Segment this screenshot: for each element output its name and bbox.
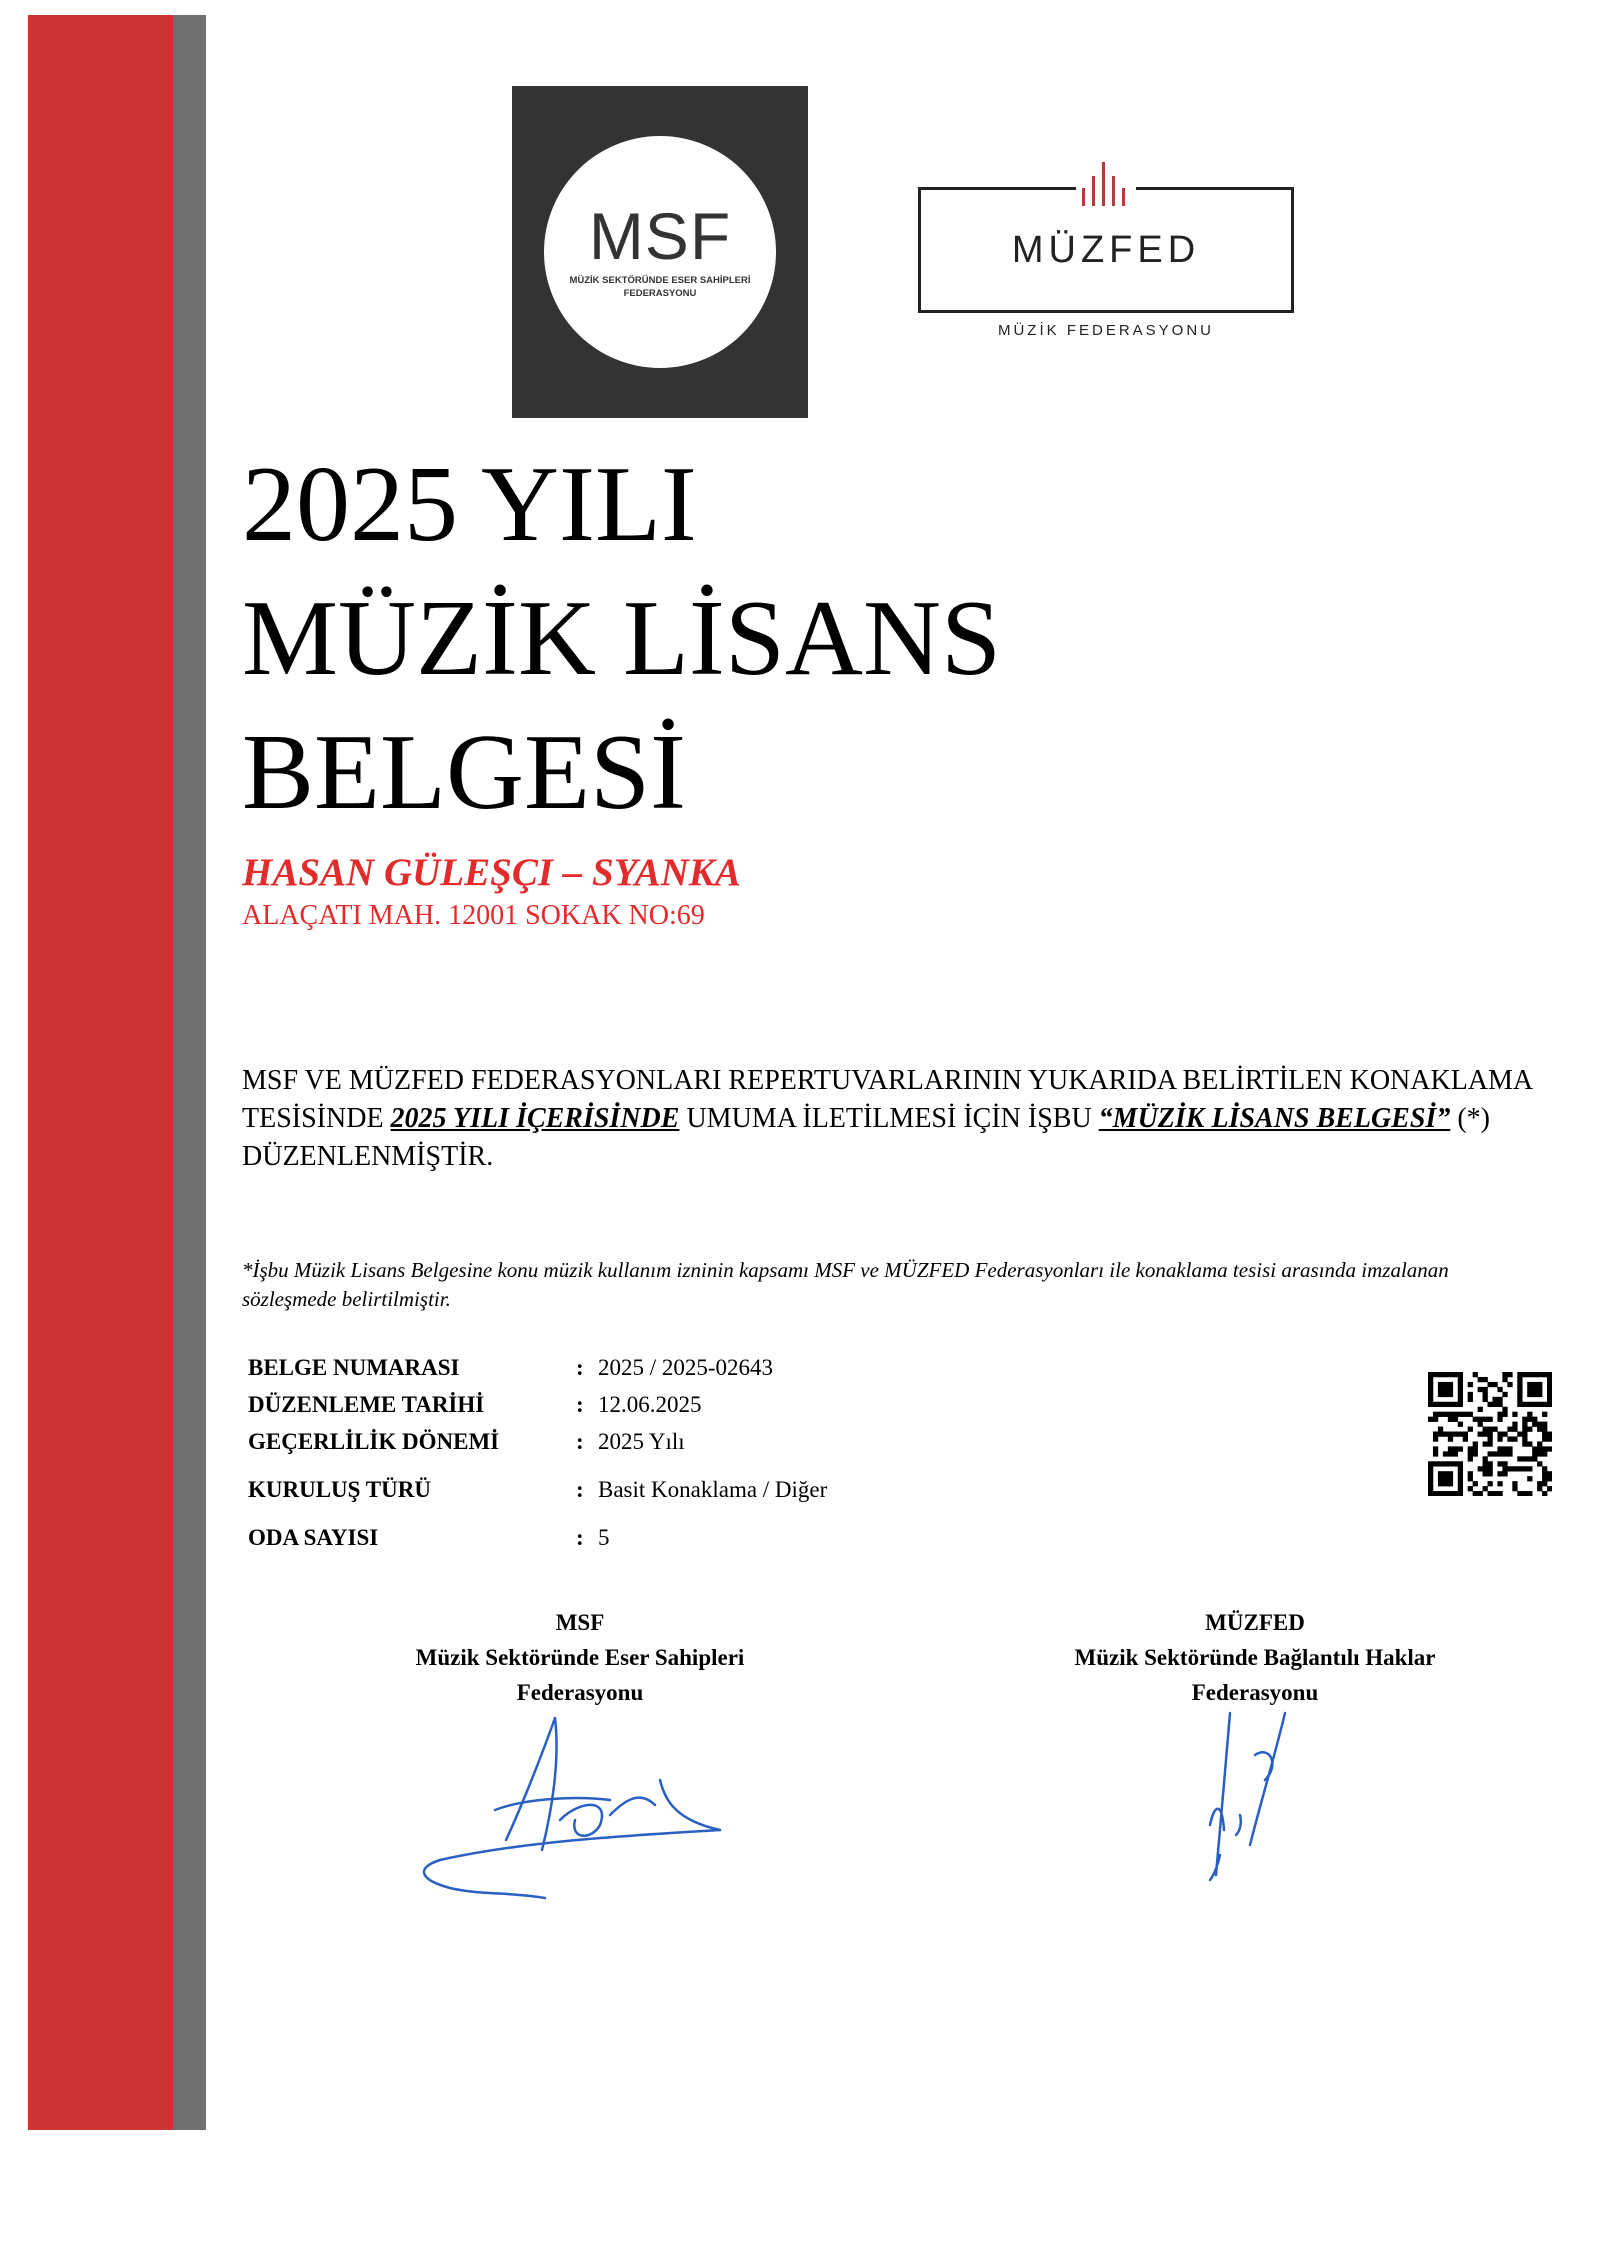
left-gray-bar	[173, 15, 206, 2130]
license-statement	[242, 1062, 1542, 1176]
statement-part1: MSF VE MÜZFED FEDERASYONLARI REPERTUVARLARININ YUKARIDA BELİRTİLEN KONAKLAMA TESİSİNDE	[242, 1065, 1532, 1134]
msf-logo-subtitle	[569, 275, 750, 301]
muzfed-sound-bars-icon	[1076, 160, 1136, 206]
footnote: *İşbu Müzik Lisans Belgesine konu müzik kullanım izninin kapsamı MSF ve MÜZFED Federasyonları ile konaklama tesisi arasında imzalanan sözleşmede belirtilmiştir.	[242, 1258, 1449, 1311]
muzfed-logo-name: MÜZFED	[1011, 228, 1201, 271]
detail-value: 5	[598, 1525, 610, 1550]
detail-label: KURULUŞ TÜRÜ	[248, 1477, 431, 1502]
detail-label: BELGE NUMARASI	[248, 1355, 460, 1380]
detail-value: 2025 Yılı	[598, 1429, 685, 1454]
detail-separator: :	[576, 1429, 584, 1454]
title-line3: BELGESİ	[242, 713, 686, 832]
title-line1: 2025 YILI	[242, 445, 697, 564]
detail-separator: :	[576, 1355, 584, 1380]
msf-signature-icon	[410, 1700, 740, 1900]
msf-signature-block	[380, 1605, 780, 1710]
muzfed-signature-icon	[1180, 1705, 1320, 1885]
license-holder-address: ALAÇATI MAH. 12001 SOKAK NO:69	[242, 900, 705, 931]
muzfed-signature-block	[1030, 1605, 1480, 1710]
msf-logo-subtitle-line1: MÜZİK SEKTÖRÜNDE ESER SAHİPLERİ	[569, 275, 751, 287]
detail-value: Basit Konaklama / Diğer	[598, 1477, 828, 1502]
qr-code-icon	[1428, 1372, 1552, 1501]
msf-signatory-line3: Federasyonu	[516, 1680, 644, 1705]
msf-logo-subtitle-line2: FEDERASYONU	[623, 288, 697, 299]
document-title	[242, 438, 1001, 840]
left-red-bar	[28, 15, 173, 2130]
license-holder-name: HASAN GÜLEŞÇI – SYANKA	[242, 851, 741, 894]
detail-label: DÜZENLEME TARİHİ	[248, 1392, 485, 1417]
msf-logo	[512, 86, 808, 418]
muzfed-signatory-line1: MÜZFED	[1205, 1610, 1305, 1635]
detail-separator: :	[576, 1525, 584, 1550]
msf-signatory-line1: MSF	[555, 1610, 605, 1635]
statement-part2: UMUMA İLETİLMESİ İÇİN İŞBU	[679, 1103, 1099, 1134]
statement-part3: (*) DÜZENLENMİŞTİR.	[242, 1103, 1490, 1172]
detail-separator: :	[576, 1477, 584, 1502]
msf-logo-circle	[544, 136, 776, 368]
muzfed-logo-subtitle: MÜZİK FEDERASYONU	[997, 322, 1214, 339]
detail-value: 12.06.2025	[598, 1392, 702, 1417]
detail-separator: :	[576, 1392, 584, 1417]
statement-emphasis2: “MÜZİK LİSANS BELGESİ”	[1098, 1103, 1451, 1134]
muzfed-signatory-line2: Müzik Sektöründe Bağlantılı Haklar	[1074, 1645, 1436, 1670]
detail-label: GEÇERLİLİK DÖNEMİ	[248, 1429, 500, 1454]
msf-logo-acronym: MSF	[588, 199, 732, 274]
detail-label: ODA SAYISI	[248, 1525, 379, 1550]
detail-value: 2025 / 2025-02643	[598, 1355, 774, 1380]
muzfed-signatory-line3: Federasyonu	[1191, 1680, 1319, 1705]
statement-emphasis1: 2025 YILI İÇERİSİNDE	[390, 1103, 680, 1134]
title-line2: MÜZİK LİSANS	[242, 579, 1002, 698]
muzfed-logo	[918, 86, 1302, 416]
msf-signatory-line2: Müzik Sektöründe Eser Sahipleri	[415, 1645, 745, 1670]
